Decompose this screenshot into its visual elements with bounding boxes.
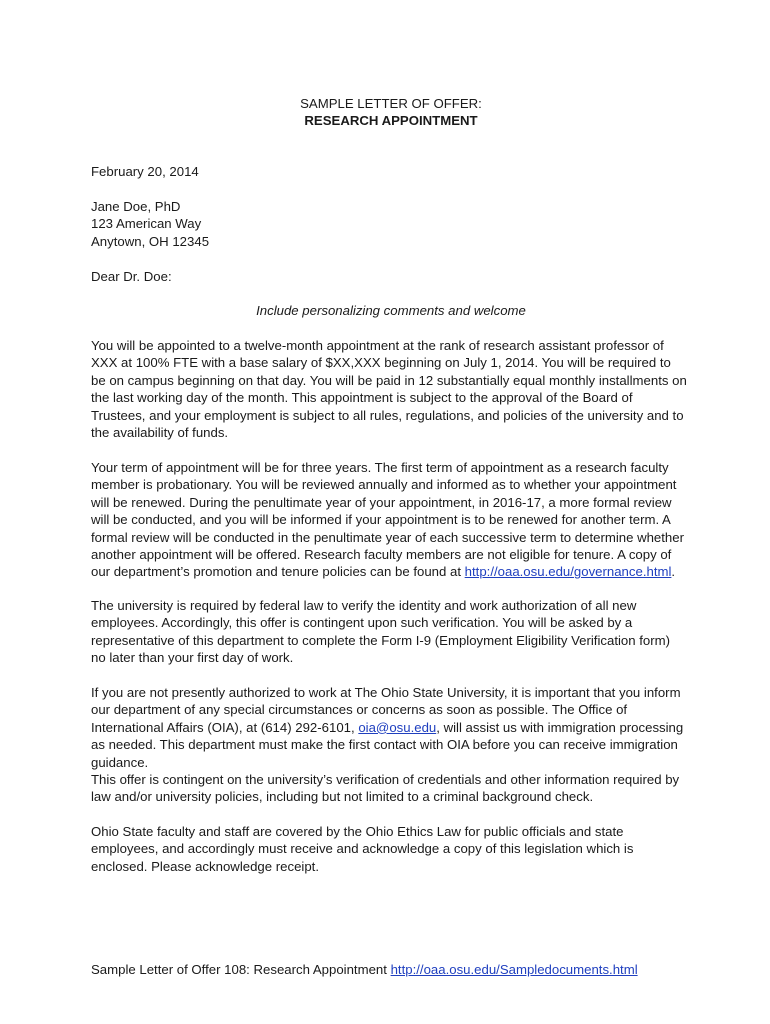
paragraph-authorization-text: If you are not presently authorized to work at The Ohio State University, it is important that you inform our department of any special circumstances or concerns as soon as possible. The Office of International Affairs (OIA), at (614) 292-6101, <box>91 685 681 735</box>
heading-subtitle: RESEARCH APPOINTMENT <box>304 113 478 129</box>
paragraph-term-text: Your term of appointment will be for three years. The first term of appointment as a research faculty member is probationary. You will be reviewed annually and informed as to whether your appointment will be renewed. During the penultimate year of your appointment, in 2016-17, a more formal review will be conducted, and you will be informed if your appointment is to be renewed for another term. A formal review will be conducted in the penultimate year of each successive term to determine whether another appointment will be offered. Research faculty members are not eligible for tenure. A copy of our department’s promotion and tenure policies can be found at <box>91 460 684 580</box>
oia-email-link[interactable]: oia@osu.edu <box>358 719 437 735</box>
salutation: Dear Dr. Doe: <box>91 269 172 284</box>
personalization-note: Include personalizing comments and welcome <box>256 303 526 318</box>
paragraph-appointment: You will be appointed to a twelve-month appointment at the rank of research assistant professor of XXX at 100% FTE with a base salary of $XX,XXX beginning on July 1, 2014. You will be required to be on campus beginning on that day. You will be paid in 12 substantially equal monthly installments on the last working day of the month. This appointment is subject to the approval of the Board of Trustees, and your employment is subject to all rules, regulations, and policies of the university and to the availability of funds. <box>91 338 687 441</box>
letter-date: February 20, 2014 <box>91 164 199 179</box>
paragraph-contingent: This offer is contingent on the university’s verification of credentials and other information required by law and/or university policies, including but not limited to a criminal background check. <box>91 772 680 805</box>
governance-link[interactable]: http://oaa.osu.edu/governance.html <box>464 564 672 580</box>
letter-heading <box>91 95 691 130</box>
footer-text: Sample Letter of Offer 108: Research Appointment <box>91 962 391 977</box>
recipient-address <box>91 198 691 250</box>
heading-title: SAMPLE LETTER OF OFFER: <box>300 96 482 111</box>
sample-documents-link[interactable]: http://oaa.osu.edu/Sampledocuments.html <box>390 962 638 977</box>
paragraph-term-end: . <box>671 564 676 580</box>
paragraph-authorization-end: , will assist us with immigration processing as needed. This department must make the first contact with OIA before you can receive immigration guidance. <box>91 719 684 770</box>
paragraph-verification: The university is required by federal law to verify the identity and work authorization of all new employees. Accordingly, this offer is contingent upon such verification. You will be asked by a representative of this department to complete the Form I-9 (Employment Eligibility Verification form) no later than your first day of work. <box>91 598 671 666</box>
recipient-street: 123 American Way <box>91 216 202 232</box>
paragraph-authorization <box>91 684 687 771</box>
paragraph-ethics: Ohio State faculty and staff are covered by the Ohio Ethics Law for public officials and state employees, and accordingly must receive and acknowledge a copy of this legislation which is enclosed. Please acknowledge receipt. <box>91 824 634 874</box>
recipient-city: Anytown, OH 12345 <box>91 233 210 249</box>
recipient-name: Jane Doe, PhD <box>91 199 181 214</box>
paragraph-term <box>91 459 687 581</box>
page-footer <box>91 961 731 978</box>
